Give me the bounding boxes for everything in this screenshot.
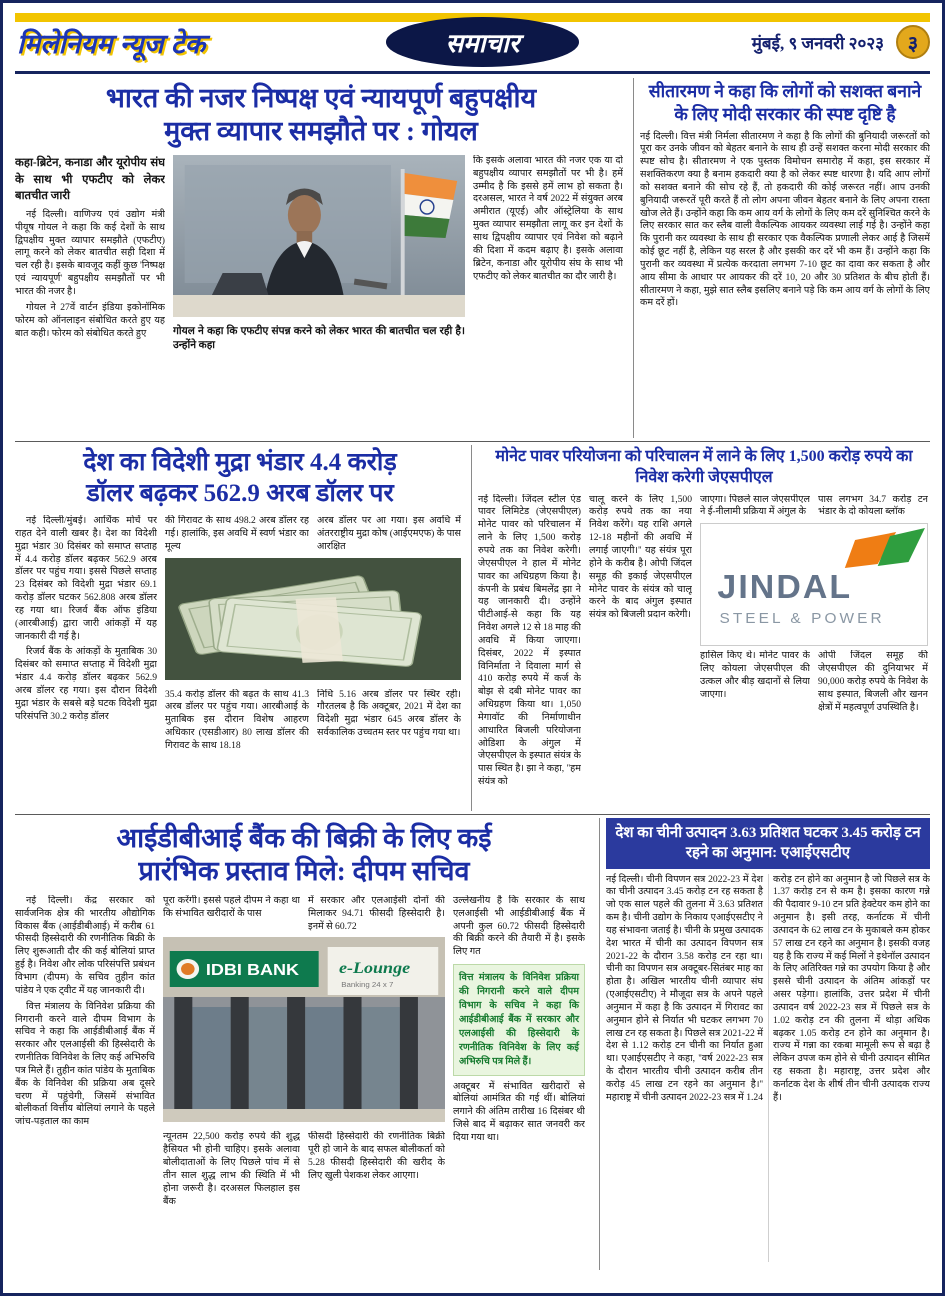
- article-jspl-monnet: [478, 445, 930, 811]
- jspl-column-4-bottom: ओपी जिंदल समूह की जेएसपीएल की दुनियाभर में 90,000 करोड़ रुपये के निवेश के साथ इस्पात, बिजली और खनन क्षेत्रों में महत्वपूर्ण उपस्थिति है।: [818, 650, 928, 713]
- forex-column-2-bottom: 35.4 करोड़ डॉलर की बढ़त के साथ 41.3 अरब डॉलर पर पहुंच गया। आरबीआई के मुताबिक इस दौरान विशेष आहरण अधिकार (एसडीआर) 80 लाख डॉलर की गिरावट के साथ 18.18: [165, 688, 309, 751]
- idbi-signboard: [170, 951, 319, 987]
- top-row: [15, 78, 930, 438]
- forex-column-3-bottom: निधि 5.16 अरब डॉलर पर स्थिर रही। गौरतलब है कि अक्टूबर, 2021 में देश का विदेशी मुद्रा भंडार 645 अरब डॉलर के सर्वकालिक उच्चतम स्तर पर पहुंच गया था।: [317, 688, 461, 739]
- body-text: रिजर्व बैंक के आंकड़ों के मुताबिक 30 दिसंबर को समाप्त सप्ताह में विदेशी मुद्रा भंडार 4.4 करोड़ डॉलर बढ़कर 562.9 अरब डॉलर रह गया। इस दौरान विदेशी मुद्रा भंडार के सबसे बड़े घटक विदेशी मुद्रा परिसंपत्ति 30.2 करोड़ डॉलर: [15, 646, 157, 722]
- jspl-column-1: नई दिल्ली। जिंदल स्टील एंड पावर लिमिटेड (जेएसपीएल) मोनेट पावर को परिचालन में लाने के लिए 1,500 करोड़ रुपये तक का निवेश करेगी। जेएसपीएल ने हाल में मोनेट पावर का अधिग्रहण किया है। कंपनी के प्रबंध बिमलेंद्र झा ने यह जानकारी दी। उन्होंने पीटीआई-से कहा कि यह निवेश अगले 12 से 18 माह की अवधि में किया जाएगा। दिसंबर, 2022 में इस्पात विनिर्माता ने दिवाला मार्ग से 410 करोड़ रुपये में कर्ज के बोझ से दबी मोनेट पावर का अधिग्रहण किया था। 1,050 मेगावॉट की निर्माणाधीन आधारित बिजली परियोजना ओडिशा के अंगुल में जेएसपीएल के इस्पात संयंत्र के पास स्थित है। झा ने कहा, ''हम संयंत्र को: [478, 493, 581, 788]
- article-sitharaman-empowerment: [640, 78, 930, 438]
- body-text: नई दिल्ली। वाणिज्य एवं उद्योग मंत्री पीयूष गोयल ने कहा कि कई देशों के साथ द्विपक्षीय मुक्त व्यापार समझौते (एफटीए) लागू करने को लेकर बातचीत सही दिशा में चल रही है। इसके बावजूद कहीं कुछ 'निष्पक्ष एवं न्यायपूर्ण' बहुपक्षीय समझौतों पर भी भारत की नजर है।: [15, 208, 165, 298]
- vertical-divider: [599, 818, 600, 1270]
- goyal-photo: [173, 155, 465, 353]
- jspl-column-2: चालू करने के लिए 1,500 करोड़ रुपये तक का नया निवेश करेंगे। यह राशि अगले 12-18 महीनों की अवधि में लगाई जाएगी।'' यह संयंत्र पूरा होने के करीब है। ओपी जिंदल समूह की इकाई जेएसपीएल मोनेट पावर के संयंत्र को चालू करने के बाद अंगुल इस्पात संयंत्र को बिजली प्रदान करेगी।: [589, 493, 692, 621]
- elounge-signboard: [328, 947, 439, 995]
- headline-line: मुक्त व्यापार समझौते पर : गोयल: [164, 116, 478, 147]
- currency-band-shape: [296, 597, 343, 663]
- idbi-column-1: [15, 895, 155, 1209]
- goyal-headline: [15, 82, 627, 149]
- forex-column-2-top: की गिरावट के साथ 498.2 अरब डॉलर रह गई। हालांकि, इस अवधि में स्वर्ण भंडार का मूल्य: [165, 515, 309, 552]
- idbi-middle-block: [163, 895, 445, 1209]
- newspaper-logo: मिलेनियम न्यूज टेक: [15, 22, 213, 63]
- section-banner: समाचार: [386, 17, 580, 67]
- idbi-branch-photo: [163, 937, 445, 1127]
- masthead: [15, 9, 930, 69]
- article-sugar-output: [606, 818, 930, 1270]
- idbi-column-4-top: उल्लेखनीय है कि सरकार के साथ एलआईसी भी आईडीबीआई बैंक में अपनी कुल 60.72 फीसदी हिस्सेदारी की बिक्री करने की तैयारी में है। इसके लिए गत: [453, 894, 585, 958]
- middle-row: [15, 445, 930, 811]
- forex-column-3-top: अरब डॉलर पर आ गया। इस अवधि में अंतरराष्ट्रीय मुद्रा कोष (आईएमएफ) के पास आरक्षित: [317, 515, 461, 552]
- sugar-headline-band: देश का चीनी उत्पादन 3.63 प्रतिशत घटकर 3.45 करोड़ टन रहने का अनुमान: एआईएसटीए: [606, 818, 930, 869]
- jindal-logo-image: [700, 523, 928, 646]
- bottom-row: [15, 818, 930, 1270]
- page-number-badge: ३: [896, 25, 930, 59]
- jindal-logo-text: JINDAL: [717, 569, 853, 607]
- idbi-sign-text: IDBI BANK: [205, 961, 300, 980]
- idbi-branch-illustration: [163, 937, 445, 1122]
- idbi-column-3-bottom: फीसदी हिस्सेदारी की रणनीतिक बिक्री पूरी हो जाने के बाद सफल बोलीकर्ता को 5.28 फीसदी हिस्सेदारी की खरीद के लिए खुली पेशकश लेकर आएगा।: [308, 1131, 445, 1181]
- headline-line: देश का विदेशी मुद्रा भंडार 4.4 करोड़: [83, 449, 397, 476]
- goyal-column-1: [15, 155, 165, 353]
- goyal-photo-caption: गोयल ने कहा कि एफटीए संपन्न करने को लेकर भारत की बातचीत चल रही है। उन्होंने कहा: [173, 325, 465, 352]
- horizontal-divider: [15, 441, 930, 442]
- vertical-divider: [633, 78, 634, 438]
- idbi-column-2-top: पूरा करेंगी। इससे पहले दीपम ने कहा था कि संभावित खरीदारों के पास: [163, 894, 300, 919]
- dollar-bills-photo: [165, 558, 461, 685]
- goyal-press-photo-illustration: [173, 155, 465, 317]
- jindal-logo-subtext: STEEL & POWER: [719, 610, 885, 628]
- jspl-column-4-top: पास लगभग 34.7 करोड़ टन भंडार के दो कोयला ब्लॉक: [818, 493, 928, 518]
- body-text: नई दिल्ली। केंद्र सरकार को सार्वजनिक क्षेत्र की भारतीय औद्योगिक विकास बैंक (आईडीबीआई) में करीब 61 फीसदी हिस्सेदारी की रणनीतिक बिक्री के लिए शुरूआती दौर की कई बोलियां प्राप्त हुई है। निवेश और लोक परिसंपत्ति प्रबंधन विभाग (दीपम) के सचिव तुहीन कांत पांडेय ने एक ट्वीट में यह जानकारी दी।: [15, 894, 155, 996]
- jindal-steel-power-logo: [701, 524, 927, 640]
- headline-line: आईडीबीआई बैंक की बिक्री के लिए कई: [116, 823, 492, 853]
- headline-line: डॉलर बढ़कर 562.9 अरब डॉलर पर: [86, 480, 394, 507]
- goyal-column-3: कि इसके अलावा भारत की नजर एक या दो बहुपक्षीय व्यापार समझौतों पर भी है। हमें उम्मीद है कि इससे हमें लाभ हो सकता है। दरअसल, भारत ने वर्ष 2022 में संयुक्त अरब अमीरात (यूएई) और ऑस्ट्रेलिया के साथ मुक्त व्यापार समझौता लागू कर इन देशों के साथ द्विपक्षीय व्यापार एवं निवेश को बढ़ाने की दिशा में कदम बढ़ाए है। इसके अलावा ब्रिटेन, कनाडा और यूरोपीय संघ के साथ भी एफटीए को लेकर बातचीत का दौर जारी है।: [473, 154, 623, 282]
- idbi-pull-quote: वित्त मंत्रालय के विनिवेश प्रक्रिया की निगरानी करने वाले दीपम विभाग के सचिव ने कहा कि आईडीबीआई बैंक में सरकार और एलआईसी की हिस्सेदारी के रणनीतिक विनिवेश के लिए कई अभिरुचि पत्र मिले हैं।: [453, 964, 585, 1075]
- goyal-kicker: कहा-ब्रिटेन, कनाडा और यूरोपीय संघ के साथ भी एफटीए को लेकर बातचीत जारी: [15, 156, 165, 203]
- body-text: गोयल ने 27वें वार्टन इंडिया इकोनॉमिक फोरम को ऑनलाइन संबोधित करते हुए यह बात कही। फोरम को संबोधित करते हुए: [15, 301, 165, 339]
- headline-line: प्रारंभिक प्रस्ताव मिले: दीपम सचिव: [138, 856, 470, 887]
- jspl-right-block: [700, 494, 928, 789]
- sitharaman-body: नई दिल्ली। वित्त मंत्री निर्मला सीतारमण ने कहा है कि लोगों की बुनियादी जरूरतों को पूरा कर उनके जीवन को बेहतर बनाने के साथ ही उन्हें सशक्त करना मोदी सरकार की स्पष्ट सोच है। सीतारमण ने एक पुस्तक विमोचन समारोह में कहा, इस सरकार में सशक्तिकरण क्या है बनाम हकदारी क्या है को लेकर स्पष्ट धारणा है। यदि आप लोगों को सशक्त बनाने की सोच रहे हैं, तो हकदारी की कोई जरूरत नहीं। आप उनकी बुनियादी जरूरतें पूरी करते हैं तो लोग अपना जीवन बेहतर बनाने के लिए अपना रास्ता खोज लेते हैं। उन्होंने कहा कि कम आय वर्ग के लोगों के लिए कम दरें सुनिश्चित करने के लिए सरकार सात कर स्लैब वाली वैकल्पिक आयकर व्यवस्था लाई गई है। उन्होंने कहा कि पुरानी कर व्यवस्था के साथ ही सरकार एक वैकल्पिक प्रणाली लेकर आई है जिसमें कोई छूट नहीं है, लेकिन यह सरल है और इसकी कर दरें भी कम हैं। उन्होंने कहा कि पुरानी कर व्यवस्था में प्रत्येक करदाता लगभग 7-10 छूट का दावा कर सकता है और आय सीमा के आधार पर आयकर की दरें 10, 20 और 30 प्रतिशत के बीच होती हैं। सीतारमण ने कहा, मुझे सात स्लैब इसलिए बनाने पड़े कि कम आय वर्ग के लोगों के लिए कम दरें हों।: [640, 130, 930, 309]
- headline-line: भारत की नजर निष्पक्ष एवं न्यायपूर्ण बहुपक्षीय: [105, 83, 537, 113]
- idbi-headline: [15, 822, 593, 889]
- vertical-divider: [471, 445, 472, 811]
- elounge-sign-text: e-Lounge: [338, 959, 411, 978]
- jspl-column-3-top: जाएगा। पिछले साल जेएसपीएल ने ई-नीलामी प्रक्रिया में अंगुल के: [700, 493, 810, 518]
- forex-column-1: [15, 515, 157, 753]
- forex-middle-block: [165, 515, 461, 753]
- sitharaman-headline: सीतारमण ने कहा कि लोगों को सशक्त बनाने के लिए मोदी सरकार की स्पष्ट दृष्टि है: [648, 81, 922, 124]
- idbi-column-2-bottom: न्यूनतम 22,500 करोड़ रुपये की शुद्ध हैसियत भी होनी चाहिए। इसके अलावा बोलीदाताओं के लिए पिछले पांच में से तीन साल शुद्ध लाभ की स्थिति में भी होना जरूरी है। दरअसल फिलहाल इस बैंक: [163, 1131, 300, 1207]
- steps-shape: [163, 1109, 445, 1122]
- elounge-sign-subtext: Banking 24 x 7: [341, 980, 394, 990]
- body-text: वित्त मंत्रालय के विनिवेश प्रक्रिया की निगरानी करने वाले दीपम विभाग के सचिव ने कहा कि आईडीबीआई बैंक में सरकार और एलआईसी की हिस्सेदारी के रणनीतिक विनिवेश के लिए कई अभिरुचि पत्र मिले हैं। तुहीन कांत पांडेय के मुताबिक बैंक के विनिवेश की प्रक्रिया अब दूसरे चरण में पहुंचेगी, जिसमें संभावित बोलीकर्ता वित्तीय बोलियां लगाने के पहले जांच-पड़ताल का काम: [15, 1000, 155, 1128]
- forex-headline: [15, 447, 465, 509]
- dollar-bills-illustration: [165, 558, 461, 680]
- body-text: नई दिल्ली/मुंबई। आर्थिक मोर्चे पर राहत देने वाली खबर है। देश का विदेशी मुद्रा भंडार 30 दिसंबर को समाप्त सप्ताह में 4.4 करोड़ डॉलर बढ़कर 562.9 अरब डॉलर पर पहुंच गया। इससे पिछले सप्ताह 23 दिसंबर को विदेशी मुद्रा भंडार 69.1 करोड़ डॉलर घटकर 562.808 अरब डॉलर रह गया था। रिजर्व बैंक ऑफ इंडिया (आरबीआई) द्वारा जारी आंकड़ों में यह जानकारी दी गई है।: [15, 515, 157, 642]
- jspl-headline: मोनेट पावर परियोजना को परिचालन में लाने के लिए 1,500 करोड़ रुपये का निवेश करेगी जेएसपीएल: [495, 448, 913, 486]
- article-idbi-bank-sale: [15, 818, 593, 1270]
- idbi-column-4-bottom: अक्टूबर में संभावित खरीदारों से बोलियां आमंत्रित की गई थीं। बोलियां लगाने की अंतिम तारीख 16 दिसंबर थी जिसे बाद में बढ़ाकर सात जनवरी कर दिया गया था।: [453, 1080, 585, 1143]
- jspl-column-3-bottom: हासिल किए थे। मोनेट पावर के लिए कोयला जेएसपीएल की उत्कल और बीड़ खदानों से लिया जाएगा।: [700, 650, 810, 700]
- idbi-column-3-top: में सरकार और एलआईसी दोनों की मिलाकर 94.71 फीसदी हिस्सेदारी है। इनमें से 60.72: [308, 894, 445, 932]
- dateline: मुंबई, ९ जनवरी २०२३: [751, 33, 884, 53]
- masthead-rule: [15, 71, 930, 74]
- sugar-body: नई दिल्ली। चीनी विपणन सत्र 2022-23 में देश का चीनी उत्पादन 3.45 करोड़ टन रह सकता है जो एक साल पहले की तुलना में 3.63 प्रतिशत कम है। चीनी उद्योग के निकाय एआईएसटीए ने यह संभावना जताई है। चीनी के प्रमुख उत्पादक देश भारत में चीनी का उत्पादन विपणन सत्र 2021-22 के दौरान 3.58 करोड़ टन रहा था। चीनी का विपणन सत्र अक्टूबर-सितंबर माह का होता है। अखिल भारतीय चीनी व्यापार संघ (एआईएसटीए) ने मौजूदा सत्र के अपने पहले अनुमान में कहा है कि उत्पादन में गिरावट का अनुमान होने से निर्यात भी घटकर लगभग 70 लाख टन रह सकता है। पिछले सत्र 2021-22 में देश से 1.12 करोड़ टन चीनी का निर्यात हुआ था। एआईएसटीए ने कहा, ''वर्ष 2022-23 सत्र के दौरान भारतीय चीनी उत्पादन करीब तीन करोड़ 45 लाख टन रहने का अनुमान है।'' महाराष्ट्र में चीनी उत्पादन 2022-23 सत्र में 1.24 करोड़ टन होने का अनुमान है जो पिछले सत्र के 1.37 करोड़ टन से कम है। इसका कारण गन्ने की पैदावार 9-10 टन प्रति हेक्टेयर कम होने का अनुमान है। इसी तरह, कर्नाटक में चीनी उत्पादन के 62 लाख टन के मुकाबले कम होकर 57 लाख टन रहने का अनुमान है। इसकी वजह यह है कि राज्य में कई मिलों ने इथेनॉल उत्पादन के लिए अतिरिक्त गन्ने का उपयोग किया है और इससे चीनी उत्पादन के अंतिम आंकड़ों पर असर पड़ेगा। हालांकि, उत्तर प्रदेश में चीनी उत्पादन वर्ष 2022-23 सत्र में पिछले सत्र के 1.02 करोड़ टन की तुलना में थोड़ा अधिक बढ़कर 1.05 करोड़ टन होने का अनुमान है। राज्य में गन्ना का रकबा मामूली रूप से बढ़ा है लेकिन उपज कम होने से चीनी उत्पादन सीमित रह सकता है। महाराष्ट्र, उत्तर प्रदेश और कर्नाटक देश के शीर्ष तीन चीनी उत्पादक राज्य हैं।: [606, 873, 930, 1103]
- article-forex-reserves: [15, 445, 465, 811]
- horizontal-divider: [15, 814, 930, 815]
- article-goyal-fta: [15, 78, 627, 438]
- idbi-column-4: [453, 895, 585, 1209]
